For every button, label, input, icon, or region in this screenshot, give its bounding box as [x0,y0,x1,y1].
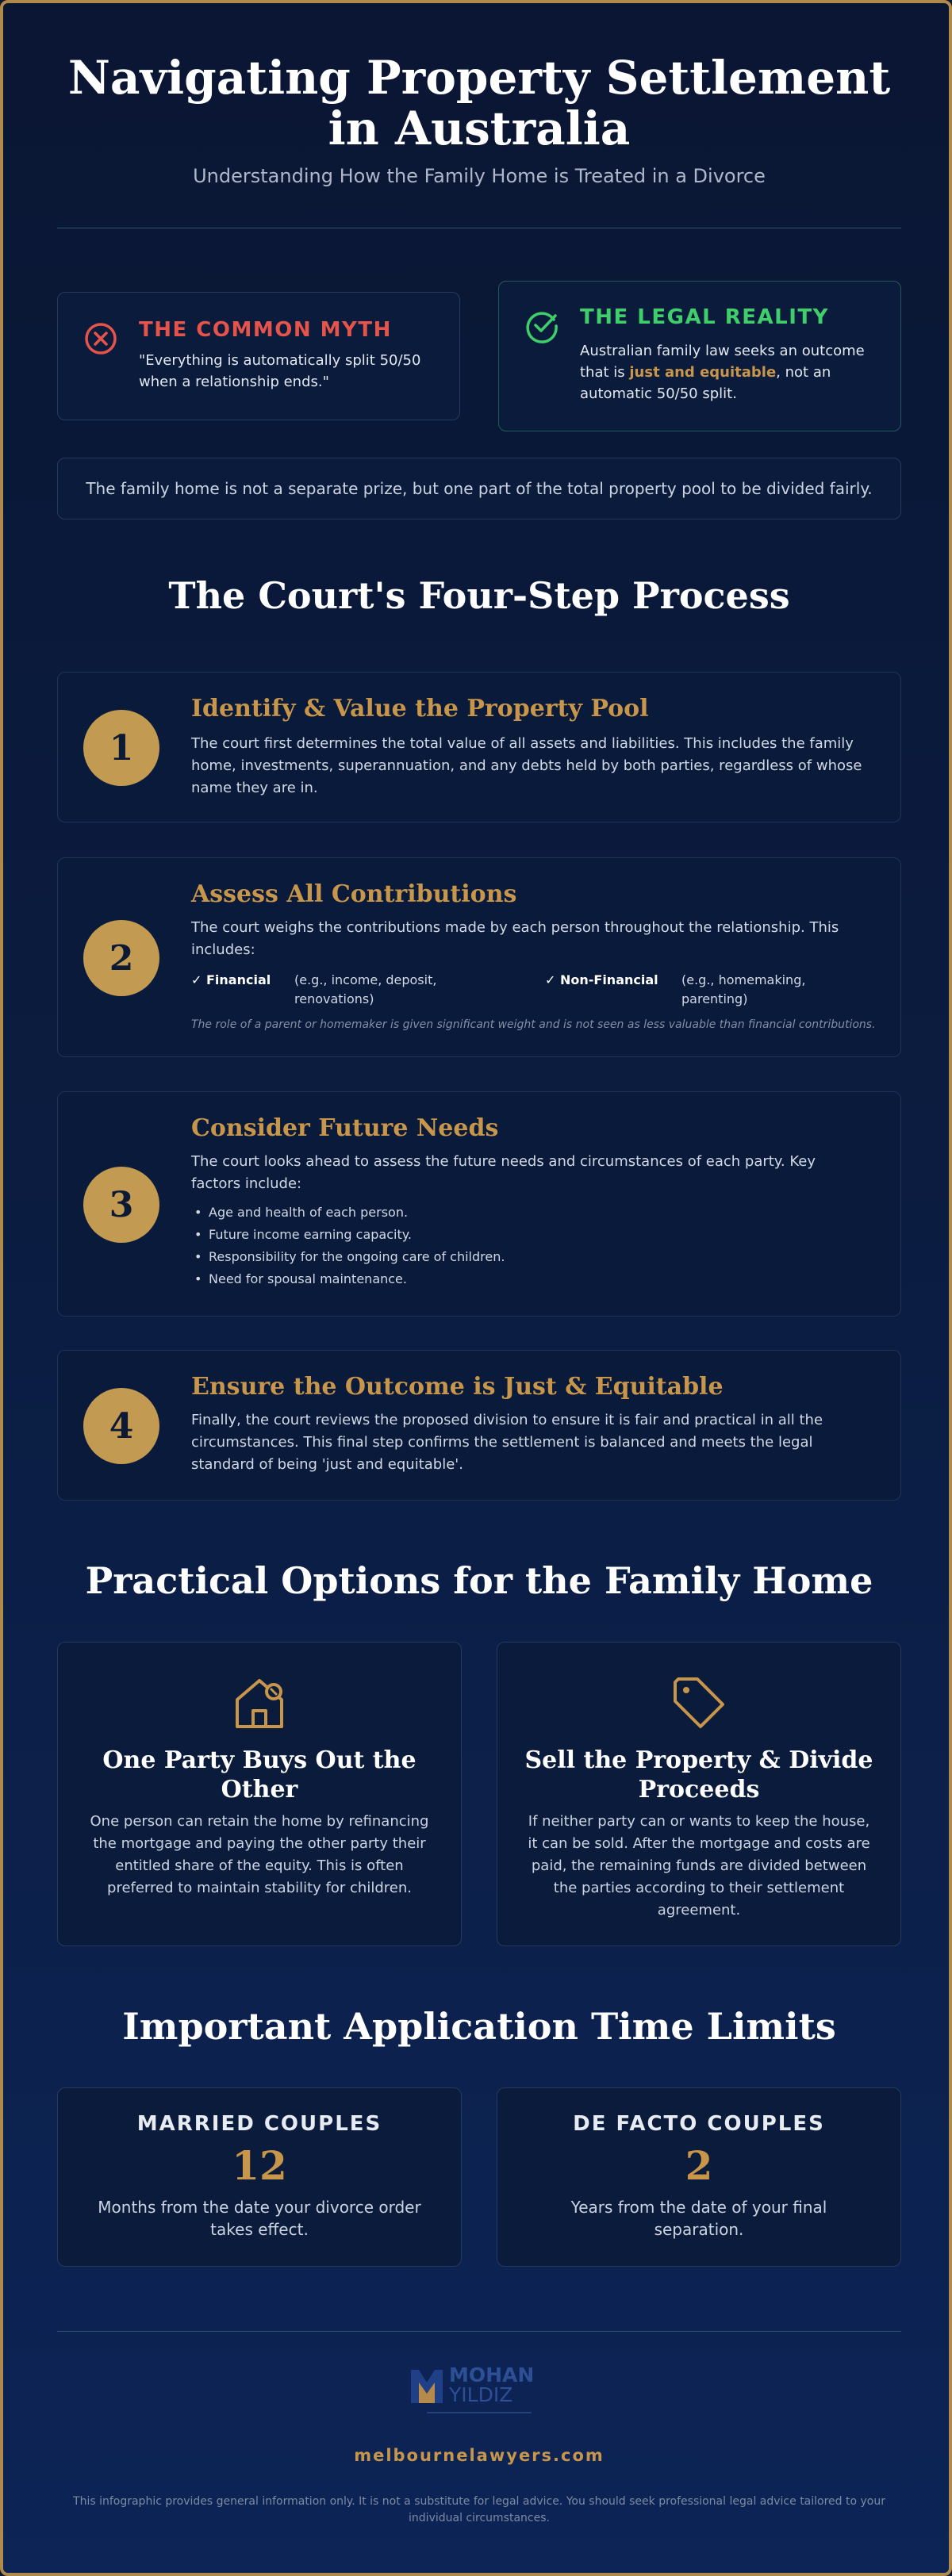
step-text: The court first determines the total value of all assets and liabilities. This includes the family home, investments, superannuation, and any debts held by both parties, regardless of whose name they are in. [191,735,862,796]
limit-number: 2 [685,2142,713,2189]
logo-text-line1: MOHAN [449,2363,535,2386]
step-number-badge: 1 [83,710,159,786]
house-icon [229,1673,290,1733]
reality-text-before: Australian family law seeks an outcome that is [580,343,865,381]
myth-card [57,292,460,420]
step-title: Consider Future Needs [191,1114,499,1142]
contribution-financial-label: ✓ Financial [191,972,271,987]
step-number-badge: 2 [83,920,159,996]
step-card-3 [57,1091,901,1317]
step-number-badge: 3 [83,1167,159,1243]
myth-text: "Everything is automatically split 50/50 when a relationship ends." [139,352,421,390]
step-title: Assess All Contributions [191,880,517,908]
limit-text: Months from the date your divorce order takes effect. [98,2198,421,2239]
website-link[interactable]: melbournelawyers.com [354,2446,605,2465]
reality-card [498,281,901,431]
step-title: Ensure the Outcome is Just & Equitable [191,1373,724,1401]
step-card-4 [57,1350,901,1501]
future-needs-list [191,1202,505,1290]
contribution-nonfinancial-label: ✓ Non-Financial [545,972,658,987]
option-text: One person can retain the home by refinancing the mortgage and paying the other party their entitled share of the equity. This is often preferred to maintain stability for children. [90,1813,429,1896]
option-card-sell [497,1642,901,1946]
list-item: • Need for spousal maintenance. [191,1268,505,1290]
disclaimer-text: This infographic provides general information only. It is not a substitute for legal advice. You should seek professional legal advice tailored to your individual circumstances. [73,2495,885,2524]
reality-text-after: , not an automatic 50/50 split. [580,364,831,402]
list-item: • Responsibility for the ongoing care of children. [191,1246,505,1268]
page-subtitle: Understanding How the Family Home is Treated in a Divorce [193,165,766,187]
check-circle-icon [524,309,559,343]
footer-divider [57,2331,901,2332]
pool-note: The family home is not a separate prize, but one part of the total property pool to be divided fairly. [57,458,901,519]
step-card-2 [57,857,901,1057]
list-item: • Future income earning capacity. [191,1224,505,1246]
option-title: Sell the Property & Divide Proceeds [524,1746,873,1804]
step-number-badge: 4 [83,1388,159,1464]
option-text: If neither party can or wants to keep the house, it can be sold. After the mortgage and costs are paid, the remaining funds are divided between the parties according to their settlement agreement. [528,1813,870,1919]
option-title: One Party Buys Out the Other [102,1746,416,1804]
options-section-title: Practical Options for the Family Home [85,1559,873,1602]
limit-number: 12 [232,2142,287,2189]
step-title: Identify & Value the Property Pool [191,695,649,723]
step-text: The court looks ahead to assess the future needs and circumstances of each party. Key factors include: [191,1153,816,1192]
limit-card-defacto [497,2087,901,2267]
reality-title: THE LEGAL REALITY [580,305,829,329]
company-logo [400,2359,559,2422]
limit-label: MARRIED COUPLES [136,2112,382,2136]
limit-card-married [57,2087,462,2267]
limit-label: DE FACTO COUPLES [573,2112,825,2136]
page-title: Navigating Property Settlement in Australia [67,51,891,155]
x-circle-icon [83,321,118,356]
logo-text-line2: YILDIZ [449,2383,513,2406]
process-section-title: The Court's Four-Step Process [168,574,790,617]
step-text: Finally, the court reviews the proposed division to ensure it is fair and practical in all the circumstances. This final step confirms the settlement is balanced and meets the legal standard of being 'just and equitable'. [191,1412,823,1473]
step-text: The court weighs the contributions made by each person throughout the relationship. This includes: [191,919,839,958]
price-tag-icon [669,1673,729,1733]
step-card-1 [57,672,901,822]
contribution-financial-detail: (e.g., income, deposit, renovations) [294,972,437,1006]
limits-section-title: Important Application Time Limits [122,2005,836,2048]
reality-text [580,340,877,404]
reality-highlight: just and equitable [629,364,777,381]
option-card-buyout [57,1642,462,1946]
step-note: The role of a parent or homemaker is given significant weight and is not seen as less valuable than financial contributions. [191,1018,876,1031]
list-item: • Age and health of each person. [191,1202,505,1224]
contribution-nonfinancial-detail: (e.g., homemaking, parenting) [681,972,806,1006]
myth-title: THE COMMON MYTH [139,318,392,342]
limit-text: Years from the date of your final separation. [570,2198,827,2239]
